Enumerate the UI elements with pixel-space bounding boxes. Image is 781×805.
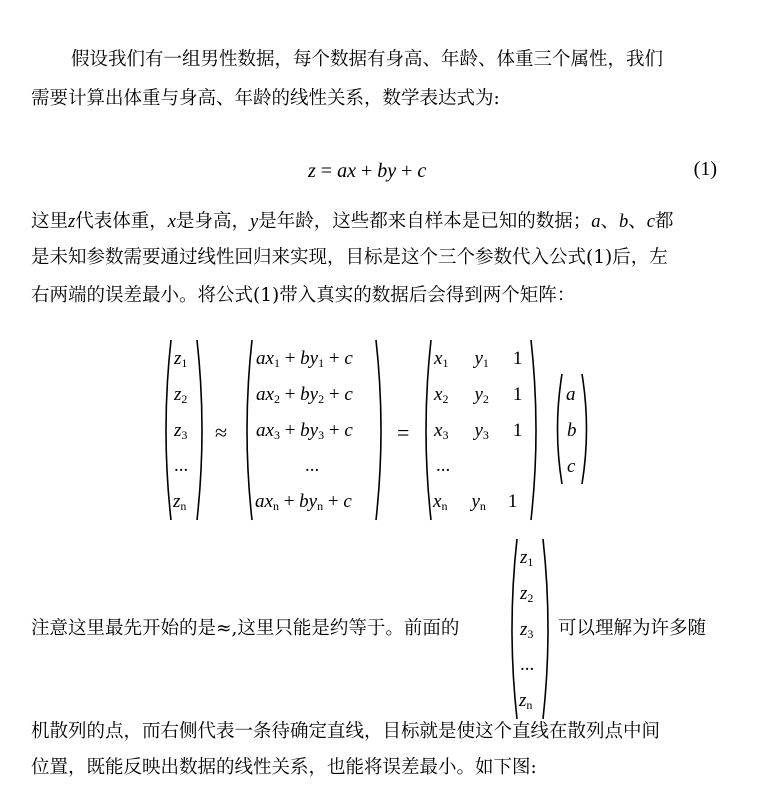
paragraph-3-line-2: 机散列的点，而右侧代表一条待确定直线，目标就是使这个直线在散列点中间	[31, 721, 661, 742]
param-b-var: b	[567, 420, 577, 441]
m2-c: c	[344, 384, 353, 405]
design-row-1	[434, 348, 522, 371]
p2-param-c: c	[646, 212, 655, 232]
d2-y: y	[474, 384, 483, 405]
d2-ysub: 2	[482, 392, 489, 406]
p2-text-b: 代表体重，	[75, 211, 168, 232]
dn-x: x	[433, 491, 442, 512]
m3-sub2: 3	[318, 428, 325, 442]
m2-sub1: 2	[273, 392, 280, 406]
d3-x: x	[434, 420, 443, 441]
param-c-var: c	[567, 456, 576, 477]
p2-var-y: y	[249, 212, 259, 232]
zn-var: z	[173, 491, 181, 512]
dn-one: 1	[507, 491, 518, 512]
paragraph-3-line-1-left: 注意这里最先开始的是≈,这里只能是约等于。前面的	[31, 618, 460, 639]
d3-ysub: 3	[482, 428, 489, 442]
z3-sub: 3	[181, 428, 188, 442]
d2-xsub: 2	[442, 392, 449, 406]
paragraph-1-line-1: 假设我们有一组男性数据，每个数据有身高、年龄、体重三个属性，我们	[71, 49, 664, 70]
z2-sub: 2	[181, 392, 188, 406]
d1-one: 1	[512, 348, 523, 369]
d3-y: y	[474, 420, 483, 441]
paragraph-2-line-1	[31, 209, 673, 235]
z-vector-entry-2	[174, 384, 187, 407]
m3-sub1: 3	[273, 428, 280, 442]
paragraph-1-line-2: 需要计算出体重与身高、年龄的线性关系，数学表达式为:	[31, 88, 500, 109]
mn-sub2: n	[317, 499, 324, 513]
p2-text-d: 是年龄，这些都来自样本是已知的数据；	[258, 211, 592, 232]
iz3-var: z	[520, 619, 528, 640]
paragraph-2-line-2: 是未知参数需要通过线性回归来实现，目标是这个三个参数代入公式(1)后，左	[31, 247, 668, 268]
m3-c: c	[344, 420, 353, 441]
approx-symbol: ≈	[215, 420, 228, 445]
z-vector-entry-n	[173, 491, 186, 514]
mn-ax: ax	[255, 491, 273, 512]
m3-by: by	[300, 420, 319, 441]
m2-ax: ax	[256, 384, 274, 405]
iz2-sub: 2	[527, 591, 534, 605]
eq-c: c	[417, 160, 427, 182]
iz3-sub: 3	[527, 627, 534, 641]
d3-xsub: 3	[442, 428, 449, 442]
d1-x: x	[434, 348, 443, 369]
iz2-var: z	[520, 583, 528, 604]
param-a-var: a	[566, 384, 576, 405]
equation-number: (1)	[693, 158, 717, 180]
design-row-2	[434, 384, 522, 407]
inline-vector-entry-1	[520, 547, 533, 570]
z2-var: z	[174, 384, 182, 405]
inline-vector-entry-n	[519, 690, 532, 713]
eq-by: by	[377, 160, 397, 182]
m1-c: c	[344, 348, 353, 369]
eq-plus-1: +	[355, 160, 378, 182]
middle-row-2: $ax_2 + by_2 + c$	[256, 384, 353, 406]
m2-sub2: 2	[318, 392, 325, 406]
eq-z: z	[308, 160, 316, 182]
mn-sub1: n	[272, 499, 279, 513]
paragraph-3-line-3: 位置，既能反映出数据的线性关系，也能将误差最小。如下图:	[31, 757, 537, 778]
design-row-dots: ...	[436, 455, 451, 476]
inline-vector-dots: ...	[520, 654, 535, 675]
dn-y: y	[471, 491, 480, 512]
d3-one: 1	[512, 420, 523, 441]
p2-text-c: 是身高，	[175, 211, 250, 232]
design-row-n	[433, 491, 517, 514]
m2-by: by	[300, 384, 319, 405]
dn-xsub: n	[441, 499, 448, 513]
eq-ax: ax	[337, 160, 356, 182]
d1-xsub: 1	[442, 356, 449, 370]
m1-sub2: 1	[318, 356, 325, 370]
inline-vector-entry-3	[520, 619, 533, 642]
iz1-var: z	[520, 547, 528, 568]
z-vector-entry-3	[174, 420, 187, 443]
middle-row-n: $ax_n + by_n + c$	[255, 491, 352, 513]
iz1-sub: 1	[527, 555, 534, 569]
m1-sub1: 1	[273, 356, 280, 370]
d2-one: 1	[512, 384, 523, 405]
p2-param-b: b	[618, 212, 629, 232]
mn-by: by	[299, 491, 318, 512]
p2-var-x: x	[167, 212, 176, 232]
p2-var-z: z	[68, 212, 76, 232]
izn-var: z	[519, 690, 527, 711]
mn-c: c	[343, 491, 352, 512]
middle-row-dots: ...	[305, 455, 320, 476]
eq-plus-2: +	[396, 160, 418, 182]
p2-text-g: 都	[654, 211, 674, 232]
dn-ysub: n	[479, 499, 486, 513]
z1-var: z	[174, 348, 182, 369]
z-vector-entry-1	[174, 348, 187, 371]
equation-1	[308, 158, 426, 183]
m1-ax: ax	[256, 348, 274, 369]
d2-x: x	[434, 384, 443, 405]
p2-text-f: 、	[628, 211, 647, 232]
equals-symbol: =	[397, 420, 410, 445]
param-b	[567, 420, 577, 442]
z1-sub: 1	[181, 356, 188, 370]
paragraph-3-line-1-right: 可以理解为许多随	[558, 618, 707, 639]
izn-sub: n	[526, 698, 533, 712]
paragraph-2-line-3: 右两端的误差最小。将公式(1)带入真实的数据后会得到两个矩阵：	[31, 285, 576, 306]
m1-by: by	[300, 348, 319, 369]
eq-equals: =	[315, 160, 338, 182]
middle-row-1: $ax_1 + by_1 + c$	[256, 348, 353, 370]
p2-text-a: 这里	[31, 211, 69, 232]
p2-param-a: a	[591, 212, 601, 232]
design-row-3	[434, 420, 522, 443]
zn-sub: n	[180, 499, 187, 513]
inline-vector-entry-2	[520, 583, 533, 606]
d1-y: y	[474, 348, 483, 369]
param-a	[566, 384, 576, 406]
middle-row-3: $ax_3 + by_3 + c$	[256, 420, 353, 442]
param-c	[567, 456, 575, 478]
z3-var: z	[174, 420, 182, 441]
p2-text-e: 、	[600, 211, 619, 232]
z-vector-dots: ...	[174, 455, 189, 476]
m3-ax: ax	[256, 420, 274, 441]
d1-ysub: 1	[482, 356, 489, 370]
